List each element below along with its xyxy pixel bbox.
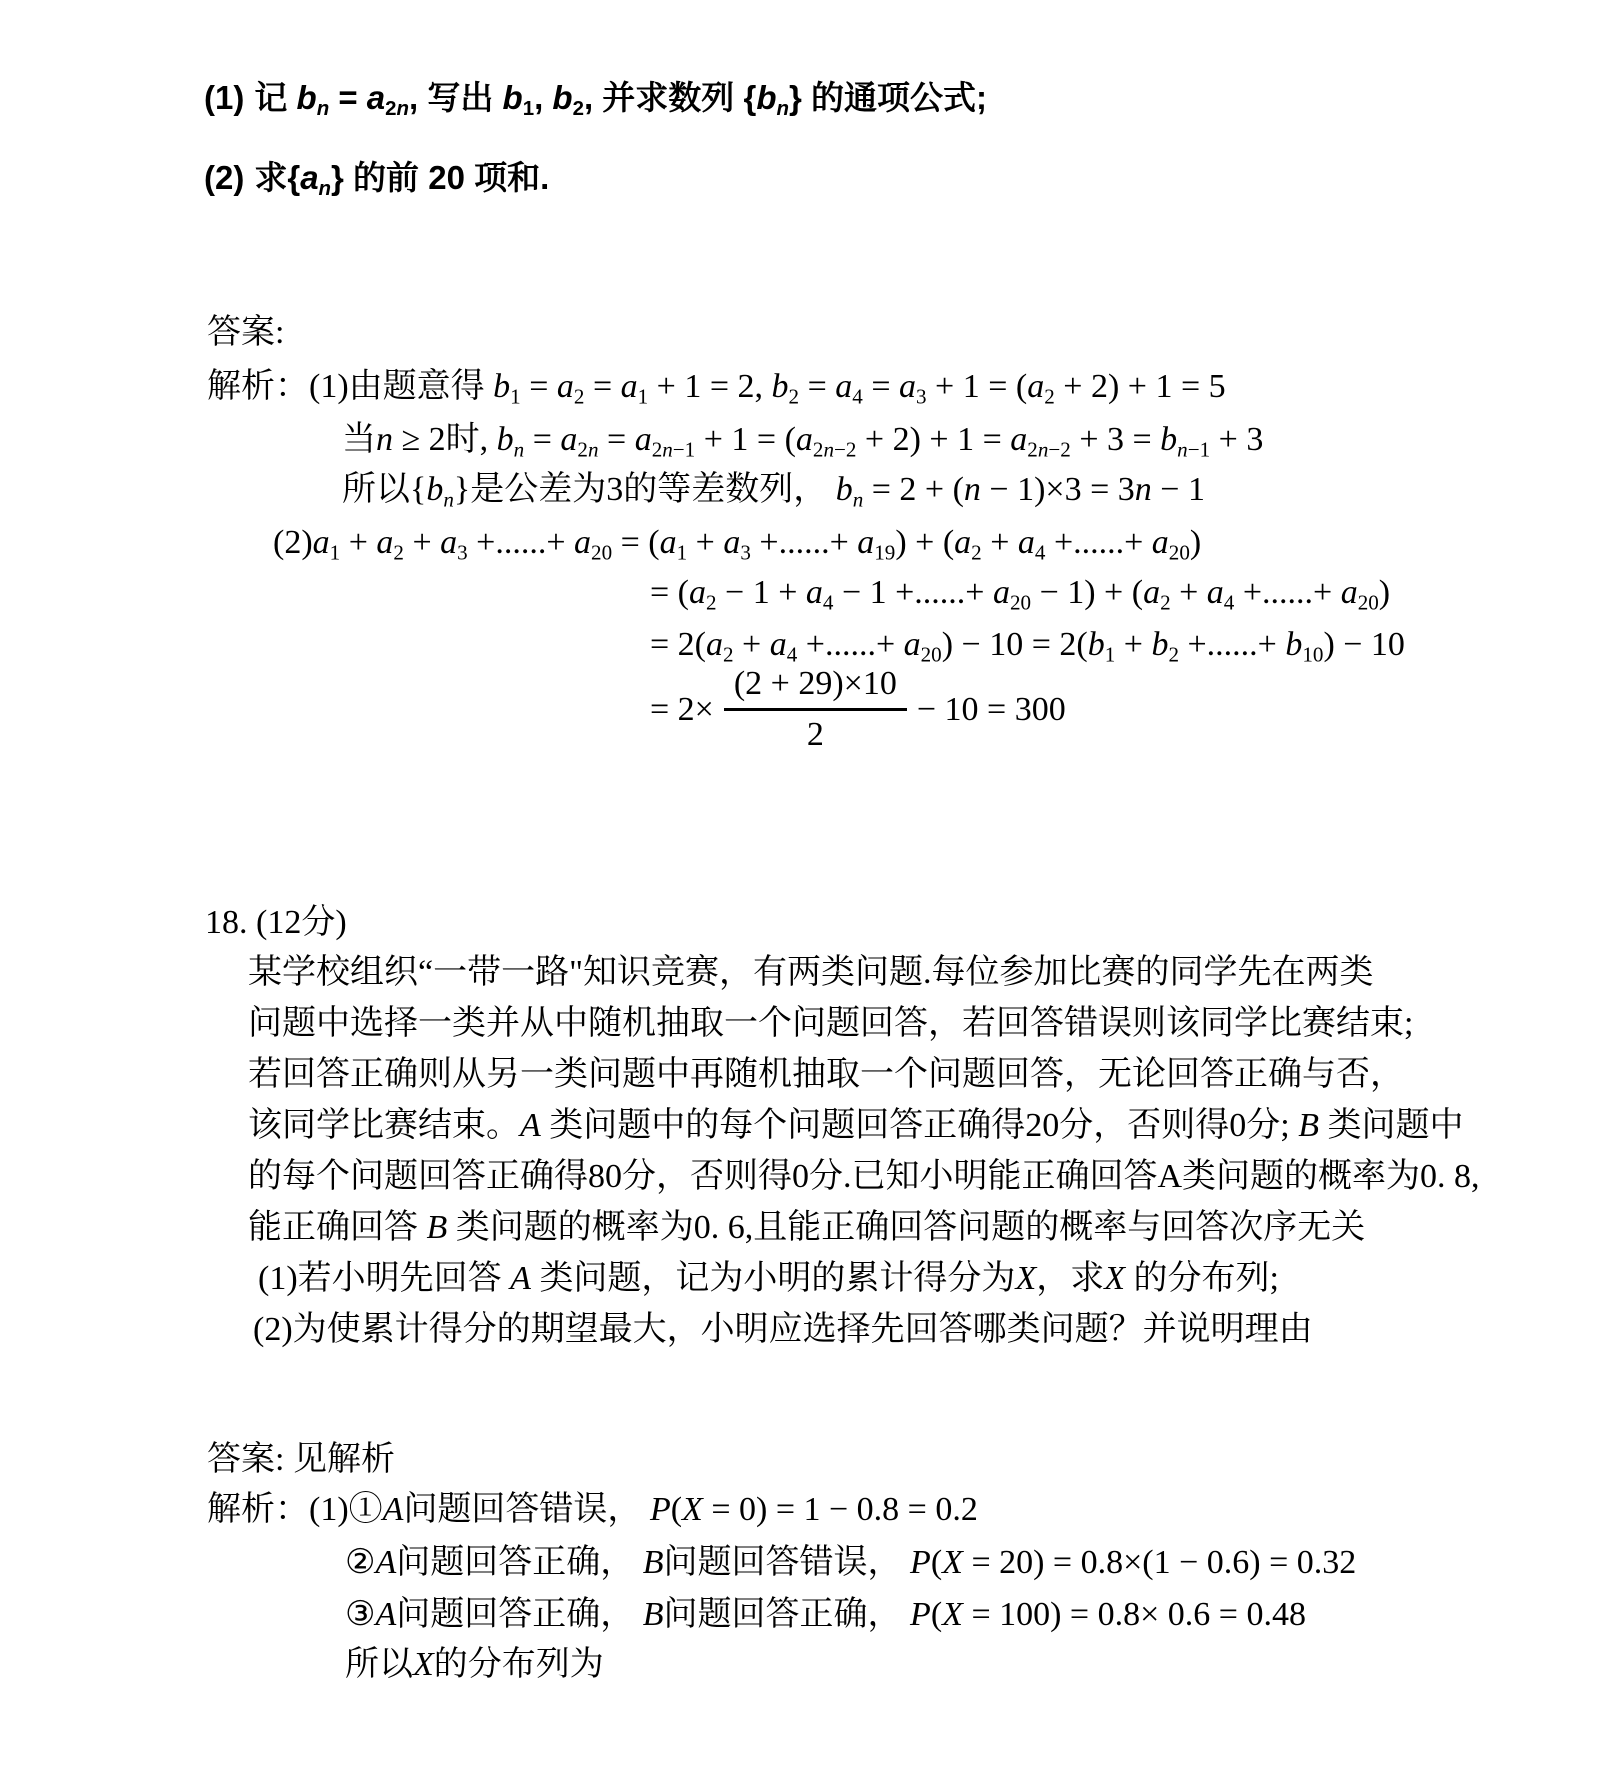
q17-part2-text: 求$\{a_n\}$ 的前 20 项和.: [254, 159, 550, 201]
q17-part1-text: 记 $b_n = a_{2n}$, 写出 $b_1$, $b_2$, 并求数列 $\{b_n\}$ 的通项公式;: [254, 79, 987, 121]
fraction-denominator: 2: [806, 716, 824, 753]
eq-final-post: − 10 = 300: [916, 691, 1066, 728]
paragraph-line: 某学校组织“一带一路"知识竞赛，有两类问题.每位参加比赛的同学先在两类: [248, 954, 1374, 991]
answer-line-18: 答案: 见解析: [207, 1441, 395, 1478]
analysis-line-17: [207, 364, 1226, 410]
eq-line-sum-2: = ($a_2 - 1 + a_4 - 1$ +......+ $a_{20} - 1) + (a_2 + a_4$ +......+ $a_{20}$): [650, 574, 1391, 615]
q17-part2-label: (2): [204, 159, 245, 196]
eq-line-arithmetic: 所以$\{b_n\}$是公差为3的等差数列， $b_n = 2 + (n - 1)\times 3 = 3n - 1$: [342, 471, 1205, 512]
distribution-intro-line: 所以X的分布列为: [345, 1646, 604, 1683]
analysis-label-17: 解析：: [207, 368, 309, 405]
paragraph-line-sub2: (2)为使累计得分的期望最大，小明应选择先回答哪类问题？并说明理由: [253, 1311, 1313, 1348]
fraction-numerator: (2 + 29)×10: [724, 663, 907, 711]
analysis-step-1: (1)由题意得 $b_1 = a_2 = a_1 + 1 = 2$, $b_2 = a_4 = a_3 + 1 = (a_2 + 2) + 1 = 5$: [309, 368, 1226, 409]
case-1-line: (1)①A问题回答错误， P(X = 0) = 1 − 0.8 = 0.2: [309, 1491, 978, 1528]
paragraph-line: 若回答正确则从另一类问题中再随机抽取一个问题回答，无论回答正确与否，: [248, 1056, 1404, 1093]
paragraph-line: 的每个问题回答正确得80分，否则得0分.已知小明能正确回答A类问题的概率为0. 8,: [248, 1158, 1480, 1195]
q17-part1-label: (1): [204, 79, 245, 116]
problem-18-paragraph: [248, 947, 1480, 1355]
q17-part2-line: [204, 155, 549, 201]
answer-label-17: 答案:: [207, 314, 285, 351]
problem-18-number: 18. (12分): [205, 904, 347, 941]
eq-final-pre: = 2×: [650, 691, 714, 728]
case-3-line: ③A问题回答正确， B问题回答正确， P(X = 100) = 0.8× 0.6 = 0.48: [345, 1596, 1306, 1633]
paragraph-line: 问题中选择一类并从中随机抽取一个问题回答，若回答错误则该同学比赛结束;: [248, 1005, 1414, 1042]
paragraph-line: 能正确回答 B 类问题的概率为0. 6,且能正确回答问题的概率与回答次序无关: [248, 1209, 1366, 1246]
paragraph-line: 该同学比赛结束。A 类问题中的每个问题回答正确得20分，否则得0分; B 类问题中: [248, 1107, 1464, 1144]
case-2-line: ②A问题回答正确， B问题回答错误， P(X = 20) = 0.8×(1 − 0.6) = 0.32: [345, 1544, 1357, 1581]
eq-line-sum-1: $(2)a_1 + a_2 + a_3$ +......+ $a_{20} = (a_1 + a_3$ +......+ $a_{19}) + (a_2 + a_4$ +......+ $a_{20}$): [273, 524, 1202, 565]
eq-line-final: [650, 663, 1066, 757]
analysis-label-18: 解析：: [207, 1491, 309, 1528]
eq-line-sum-3: = $2(a_2 + a_4$ +......+ $a_{20}) - 10 = 2(b_1 + b_2$ +......+ $b_{10}) - 10$: [650, 626, 1405, 667]
eq-line-recurrence: 当n ≥ 2时, $b_n = a_{2n} = a_{2n-1} + 1 = (a_{2n-2} + 2) + 1 = a_{2n-2} + 3 = b_{n-1} + 3$: [342, 421, 1264, 462]
analysis-line-18: [207, 1487, 978, 1533]
q17-part1-line: [204, 75, 987, 121]
fraction: [724, 663, 907, 757]
paragraph-line-sub1: (1)若小明先回答 A 类问题，记为小明的累计得分为X，求X 的分布列;: [258, 1260, 1279, 1297]
